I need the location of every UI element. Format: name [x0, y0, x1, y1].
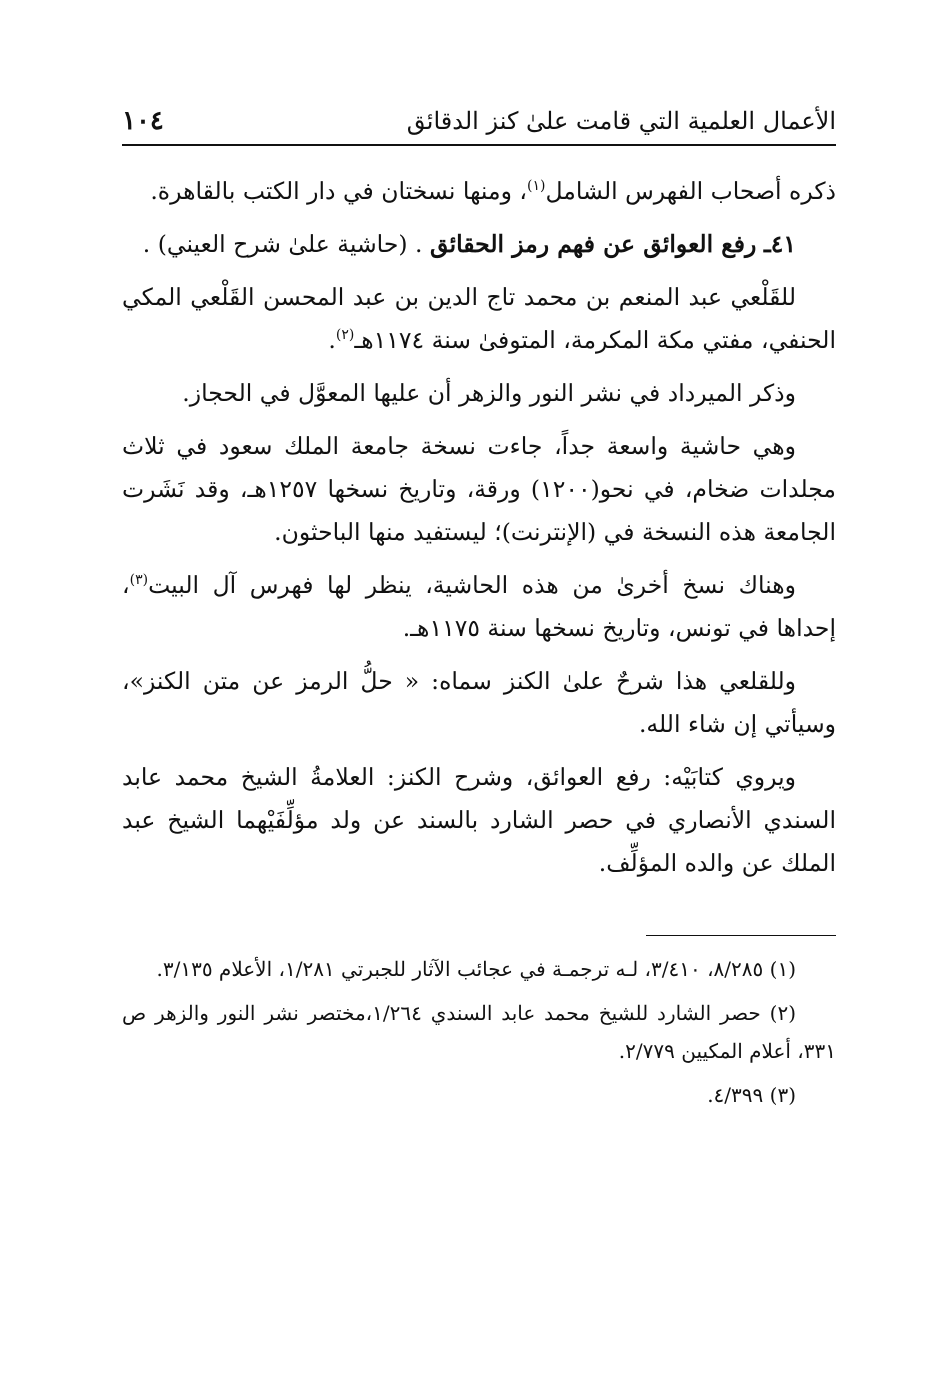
- running-header: [122, 104, 836, 146]
- paragraph-7: وللقلعي هذا شرحٌ علىٰ الكنز سماه: « حلُّ الرمز عن متن الكنز»، وسيأتي إن شاء الله.: [122, 667, 836, 738]
- footnote-2: (٢) حصر الشارد للشيخ محمد عابد السندي ١/٢٦٤،مختصر نشر النور والزهر ص ٣٣١، أعلام المكيين ٢/٧٧٩.: [122, 1001, 836, 1063]
- entry-heading: [122, 223, 836, 266]
- entry-number: ٤١ـ: [763, 230, 796, 258]
- paragraph-3-text: للقَلْعي عبد المنعم بن محمد تاج الدين بن عبد المحسن القَلْعي المكي الحنفي، مفتي مكة المكرمة، المتوفىٰ سنة ١١٧٤هـ: [122, 283, 836, 354]
- paragraph-6: [122, 564, 836, 650]
- footnote-ref-2: (٢): [335, 327, 355, 344]
- footnote-ref-3: (٣): [129, 572, 149, 589]
- paragraph-1: [122, 170, 836, 213]
- footnote-3: (٣) ٤/٣٩٩.: [707, 1083, 796, 1107]
- page-number: ١٠٤: [122, 106, 164, 136]
- running-title: الأعمال العلمية التي قامت علىٰ كنز الدقائق: [406, 107, 836, 135]
- footnote-ref-1: (١): [526, 178, 546, 195]
- paragraph-8: ويروي كتابَيْه: رفع العوائق، وشرح الكنز: العلامةُ الشيخ محمد عابد السندي الأنصاري في حصر الشارد بالسند عن ولد مؤلِّفَيْهما الشيخ عبد الملك عن والده المؤلِّف.: [122, 763, 836, 877]
- paragraph-6-text: وهناك نسخ أخرىٰ من هذه الحاشية، ينظر لها فهرس آل البيت: [148, 571, 796, 599]
- main-text: [122, 170, 836, 885]
- footnotes: [122, 950, 836, 1114]
- paragraph-4: وذكر الميرداد في نشر النور والزهر أن عليها المعوَّل في الحجاز.: [182, 379, 796, 407]
- page-content: [122, 104, 836, 1284]
- paragraph-5: وهي حاشية واسعة جداً، جاءت نسخة جامعة الملك سعود في ثلاث مجلدات ضخام، في نحو(١٢٠٠) ورقة، وتاريخ نسخها ١٢٥٧هـ، وقد نَشَرت الجامعة هذه النسخة في (الإنترنت)؛ ليستفيد منها الباحثون.: [122, 432, 836, 546]
- paragraph-6-rest: ، إحداها في تونس، وتاريخ نسخها سنة ١١٧٥هـ.: [122, 571, 836, 642]
- footnote-separator: [646, 935, 836, 936]
- footnote-1: (١) ٨/٢٨٥، ٣/٤١٠، لـه ترجمـة في عجائب الآثار للجبرتي ١/٢٨١، الأعلام ٣/١٣٥.: [156, 957, 796, 981]
- entry-title: رفع العوائق عن فهم رمز الحقائق: [429, 230, 757, 258]
- paragraph-3-end: .: [328, 326, 336, 354]
- entry-note: . (حاشية علىٰ شرح العيني) .: [142, 230, 423, 258]
- paragraph-1-text: ذكره أصحاب الفهرس الشامل: [545, 177, 836, 205]
- paragraph-1-rest: ، ومنها نسختان في دار الكتب بالقاهرة.: [150, 177, 527, 205]
- paragraph-3: [122, 276, 836, 362]
